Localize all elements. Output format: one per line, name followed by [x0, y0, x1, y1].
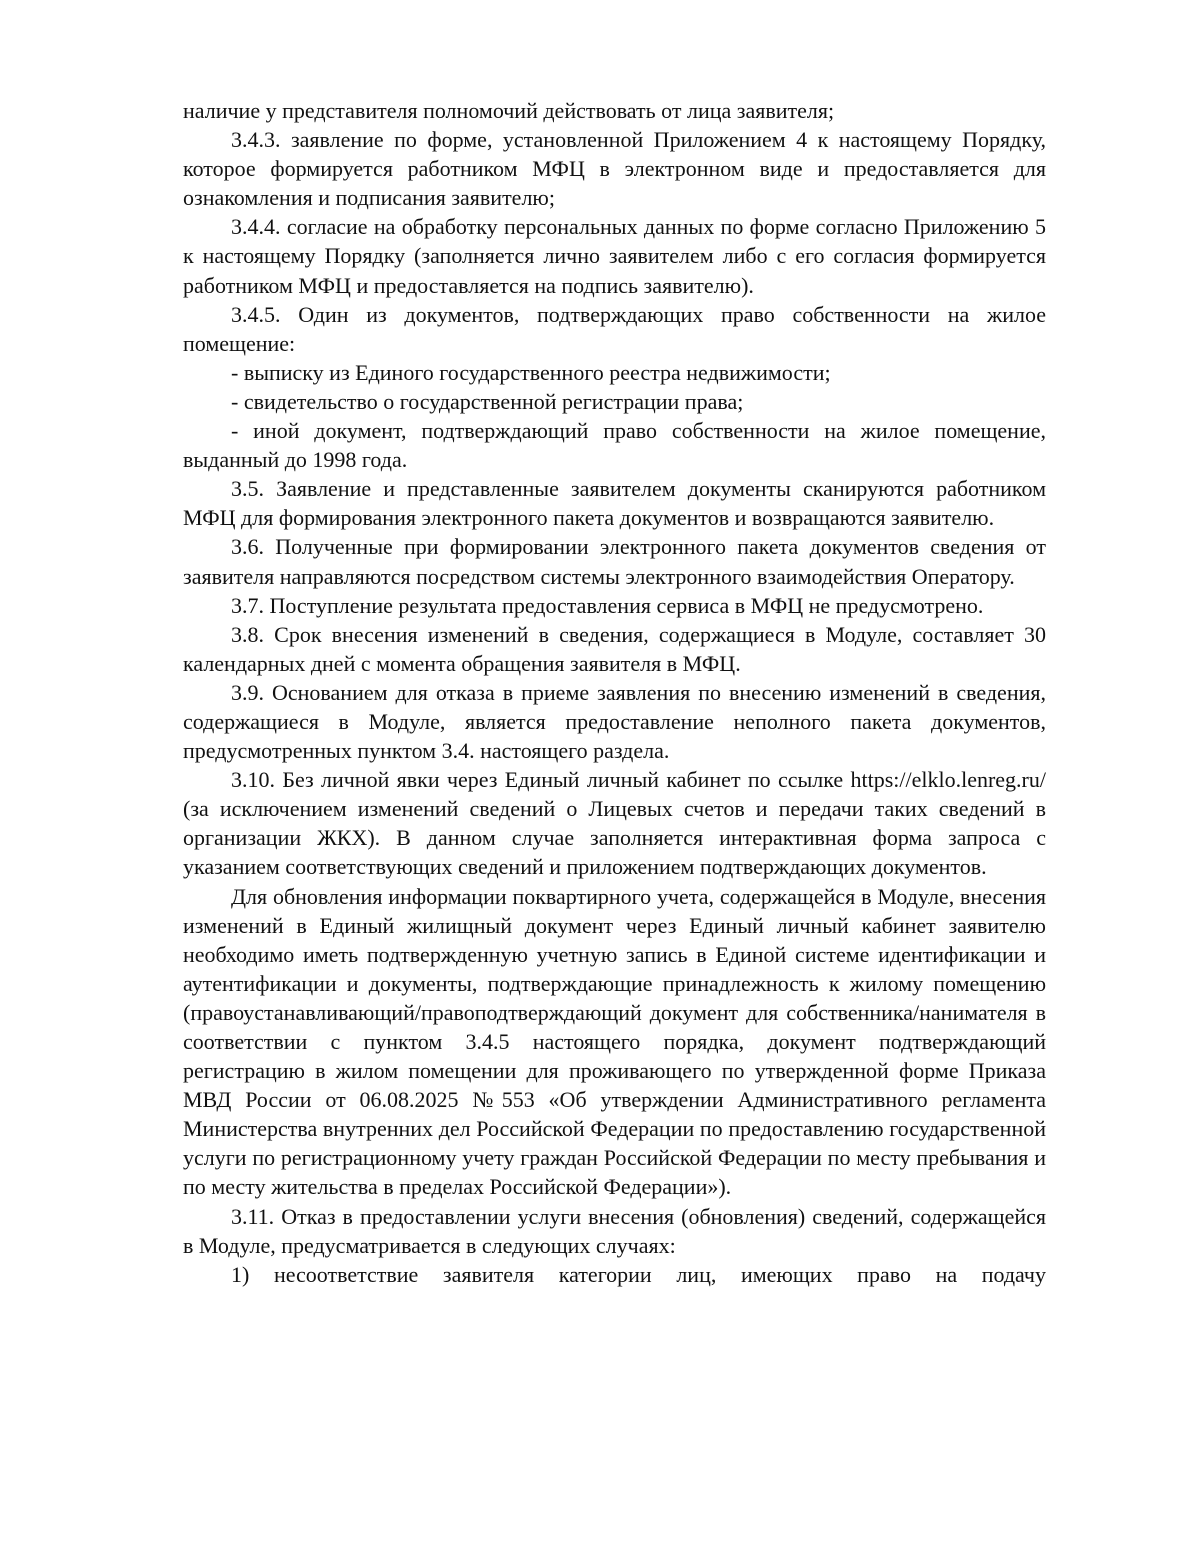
paragraph-14: Для обновления информации поквартирного учета, содержащейся в Модуле, внесения изменений в Единый жилищный документ через Единый личный кабинет заявителю необходимо иметь подтвержденную учетную запись в Единой системе идентификации и аутентификации и документы, подтверждающие принадлежность к жилому помещению (правоустанавливающий/правоподтверждающий документ для собственника/нанимателя в соответствии с пунктом 3.4.5 настоящего порядка, документ подтверждающий регистрацию в жилом помещении для проживающего по утвержденной форме Приказа МВД России от 06.08.2025 №553 «Об утверждении Административного регламента Министерства внутренних дел Российской Федерации по предоставлению государственной услуги по регистрационному учету граждан Российской Федерации по месту пребывания и по месту жительства в пределах Российской Федерации»).	[183, 883, 1046, 1200]
paragraph-7: - иной документ, подтверждающий право собственности на жилое помещение, выданный до 1998 года.	[183, 418, 1046, 473]
document-page	[183, 96, 1046, 1289]
paragraph-2: 3.4.3. заявление по форме, установленной Приложением 4 к настоящему Порядку, которое формируется работником МФЦ в электронном виде и предоставляется для ознакомления и подписания заявителю;	[183, 127, 1046, 211]
paragraph-1: наличие у представителя полномочий действовать от лица заявителя;	[183, 98, 835, 123]
paragraph-4: 3.4.5. Один из документов, подтверждающих право собственности на жилое помещение:	[183, 301, 1046, 356]
paragraph-15: 3.11. Отказ в предоставлении услуги внесения (обновления) сведений, содержащейся в Модуле, предусматривается в следующих случаях:	[183, 1203, 1046, 1258]
paragraph-5: - выписку из Единого государственного реестра недвижимости;	[231, 359, 831, 385]
paragraph-9: 3.6. Полученные при формировании электронного пакета документов сведения от заявителя направляются посредством системы электронного взаимодействия Оператору.	[183, 534, 1046, 589]
paragraph-10: 3.7. Поступление результата предоставления сервиса в МФЦ не предусмотрено.	[231, 592, 984, 618]
paragraph-8: 3.5. Заявление и представленные заявителем документы сканируются работником МФЦ для формирования электронного пакета документов и возвращаются заявителю.	[183, 476, 1046, 531]
paragraph-12: 3.9. Основанием для отказа в приеме заявления по внесению изменений в сведения, содержащиеся в Модуле, является предоставление неполного пакета документов, предусмотренных пунктом 3.4. настоящего раздела.	[183, 679, 1046, 764]
paragraph-11: 3.8. Срок внесения изменений в сведения, содержащиеся в Модуле, составляет 30 календарных дней с момента обращения заявителя в МФЦ.	[183, 621, 1046, 676]
paragraph-6: - свидетельство о государственной регистрации права;	[231, 388, 744, 414]
paragraph-16: 1) несоответствие заявителя категории лиц, имеющих право на подачу	[231, 1261, 1046, 1287]
paragraph-13: 3.10. Без личной явки через Единый личный кабинет по ссылке https://elklo.lenreg.ru/ (за исключением изменений сведений о Лицевых счетов и передачи таких сведений в организации ЖКХ). В данном случае заполняется интерактивная форма запроса с указанием соответствующих сведений и приложением подтверждающих документов.	[183, 767, 1046, 880]
paragraph-3: 3.4.4. согласие на обработку персональных данных по форме согласно Приложению 5 к настоящему Порядку (заполняется лично заявителем либо с его согласия формируется работником МФЦ и предоставляется на подпись заявителю).	[183, 214, 1046, 298]
